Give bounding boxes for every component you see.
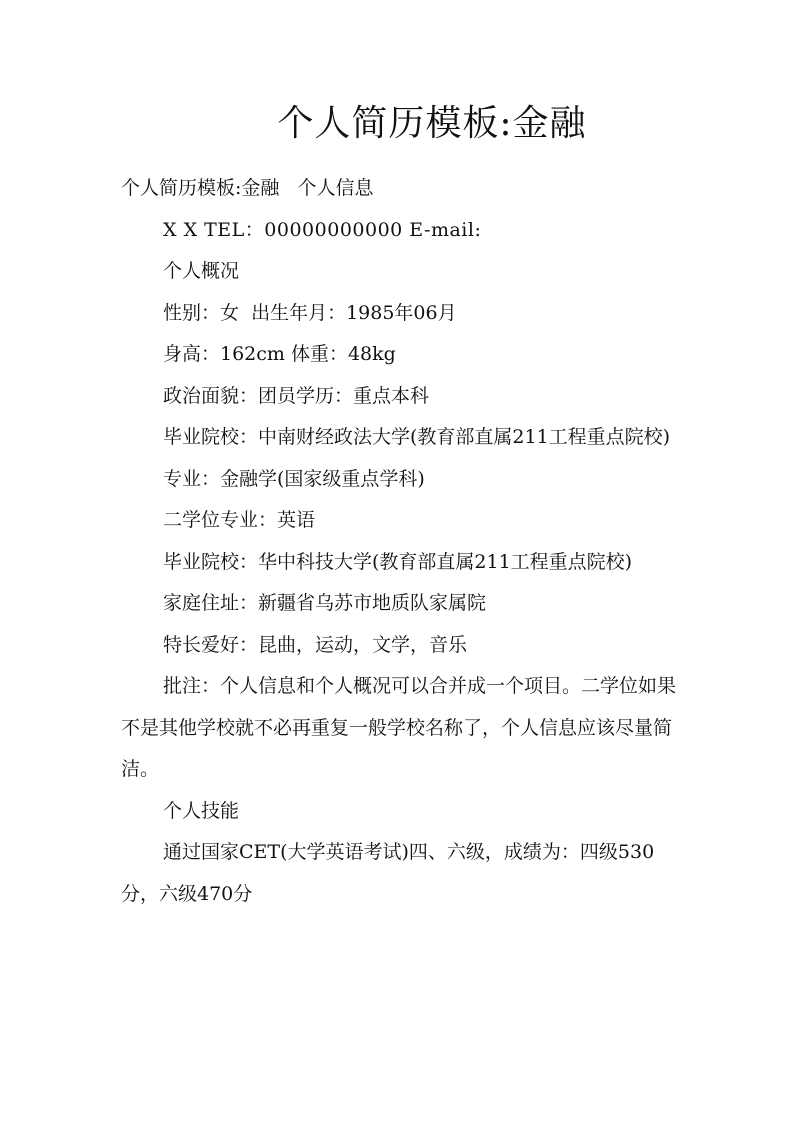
paragraph-note: 批注：个人信息和个人概况可以合并成一个项目。二学位如果不是其他学校就不必再重复一般学校名称了，个人信息应该尽量简洁。 bbox=[121, 675, 677, 780]
paragraph-section-overview: 个人概况 bbox=[163, 260, 240, 282]
document-title: 个人简历模板:金融 bbox=[277, 103, 587, 144]
paragraph-section-skills: 个人技能 bbox=[163, 799, 240, 822]
paragraph-politics-education: 政治面貌：团员学历：重点本科 bbox=[163, 384, 430, 407]
paragraph-header: 个人简历模板:金融 个人信息 bbox=[121, 177, 374, 199]
paragraph-cet: 通过国家CET(大学英语考试)四、六级，成绩为：四级530分，六级470分 bbox=[121, 841, 655, 905]
paragraph-height-weight: 身高：162cm 体重：48kg bbox=[163, 343, 396, 365]
paragraph-school-1: 毕业院校：中南财经政法大学(教育部直属211工程重点院校) bbox=[163, 426, 671, 448]
paragraph-major: 专业：金融学(国家级重点学科) bbox=[163, 467, 425, 490]
paragraph-school-2: 毕业院校：华中科技大学(教育部直属211工程重点院校) bbox=[163, 550, 633, 573]
paragraph-hobbies: 特长爱好：昆曲，运动，文学，音乐 bbox=[163, 633, 468, 656]
paragraph-address: 家庭住址：新疆省乌苏市地质队家属院 bbox=[163, 592, 487, 614]
paragraph-second-degree: 二学位专业：英语 bbox=[163, 509, 316, 531]
paragraph-contact: X X TEL：00000000000 E-mail: bbox=[163, 218, 482, 241]
document-body bbox=[121, 168, 679, 915]
paragraph-gender-birth: 性别：女 出生年月：1985年06月 bbox=[163, 301, 457, 324]
